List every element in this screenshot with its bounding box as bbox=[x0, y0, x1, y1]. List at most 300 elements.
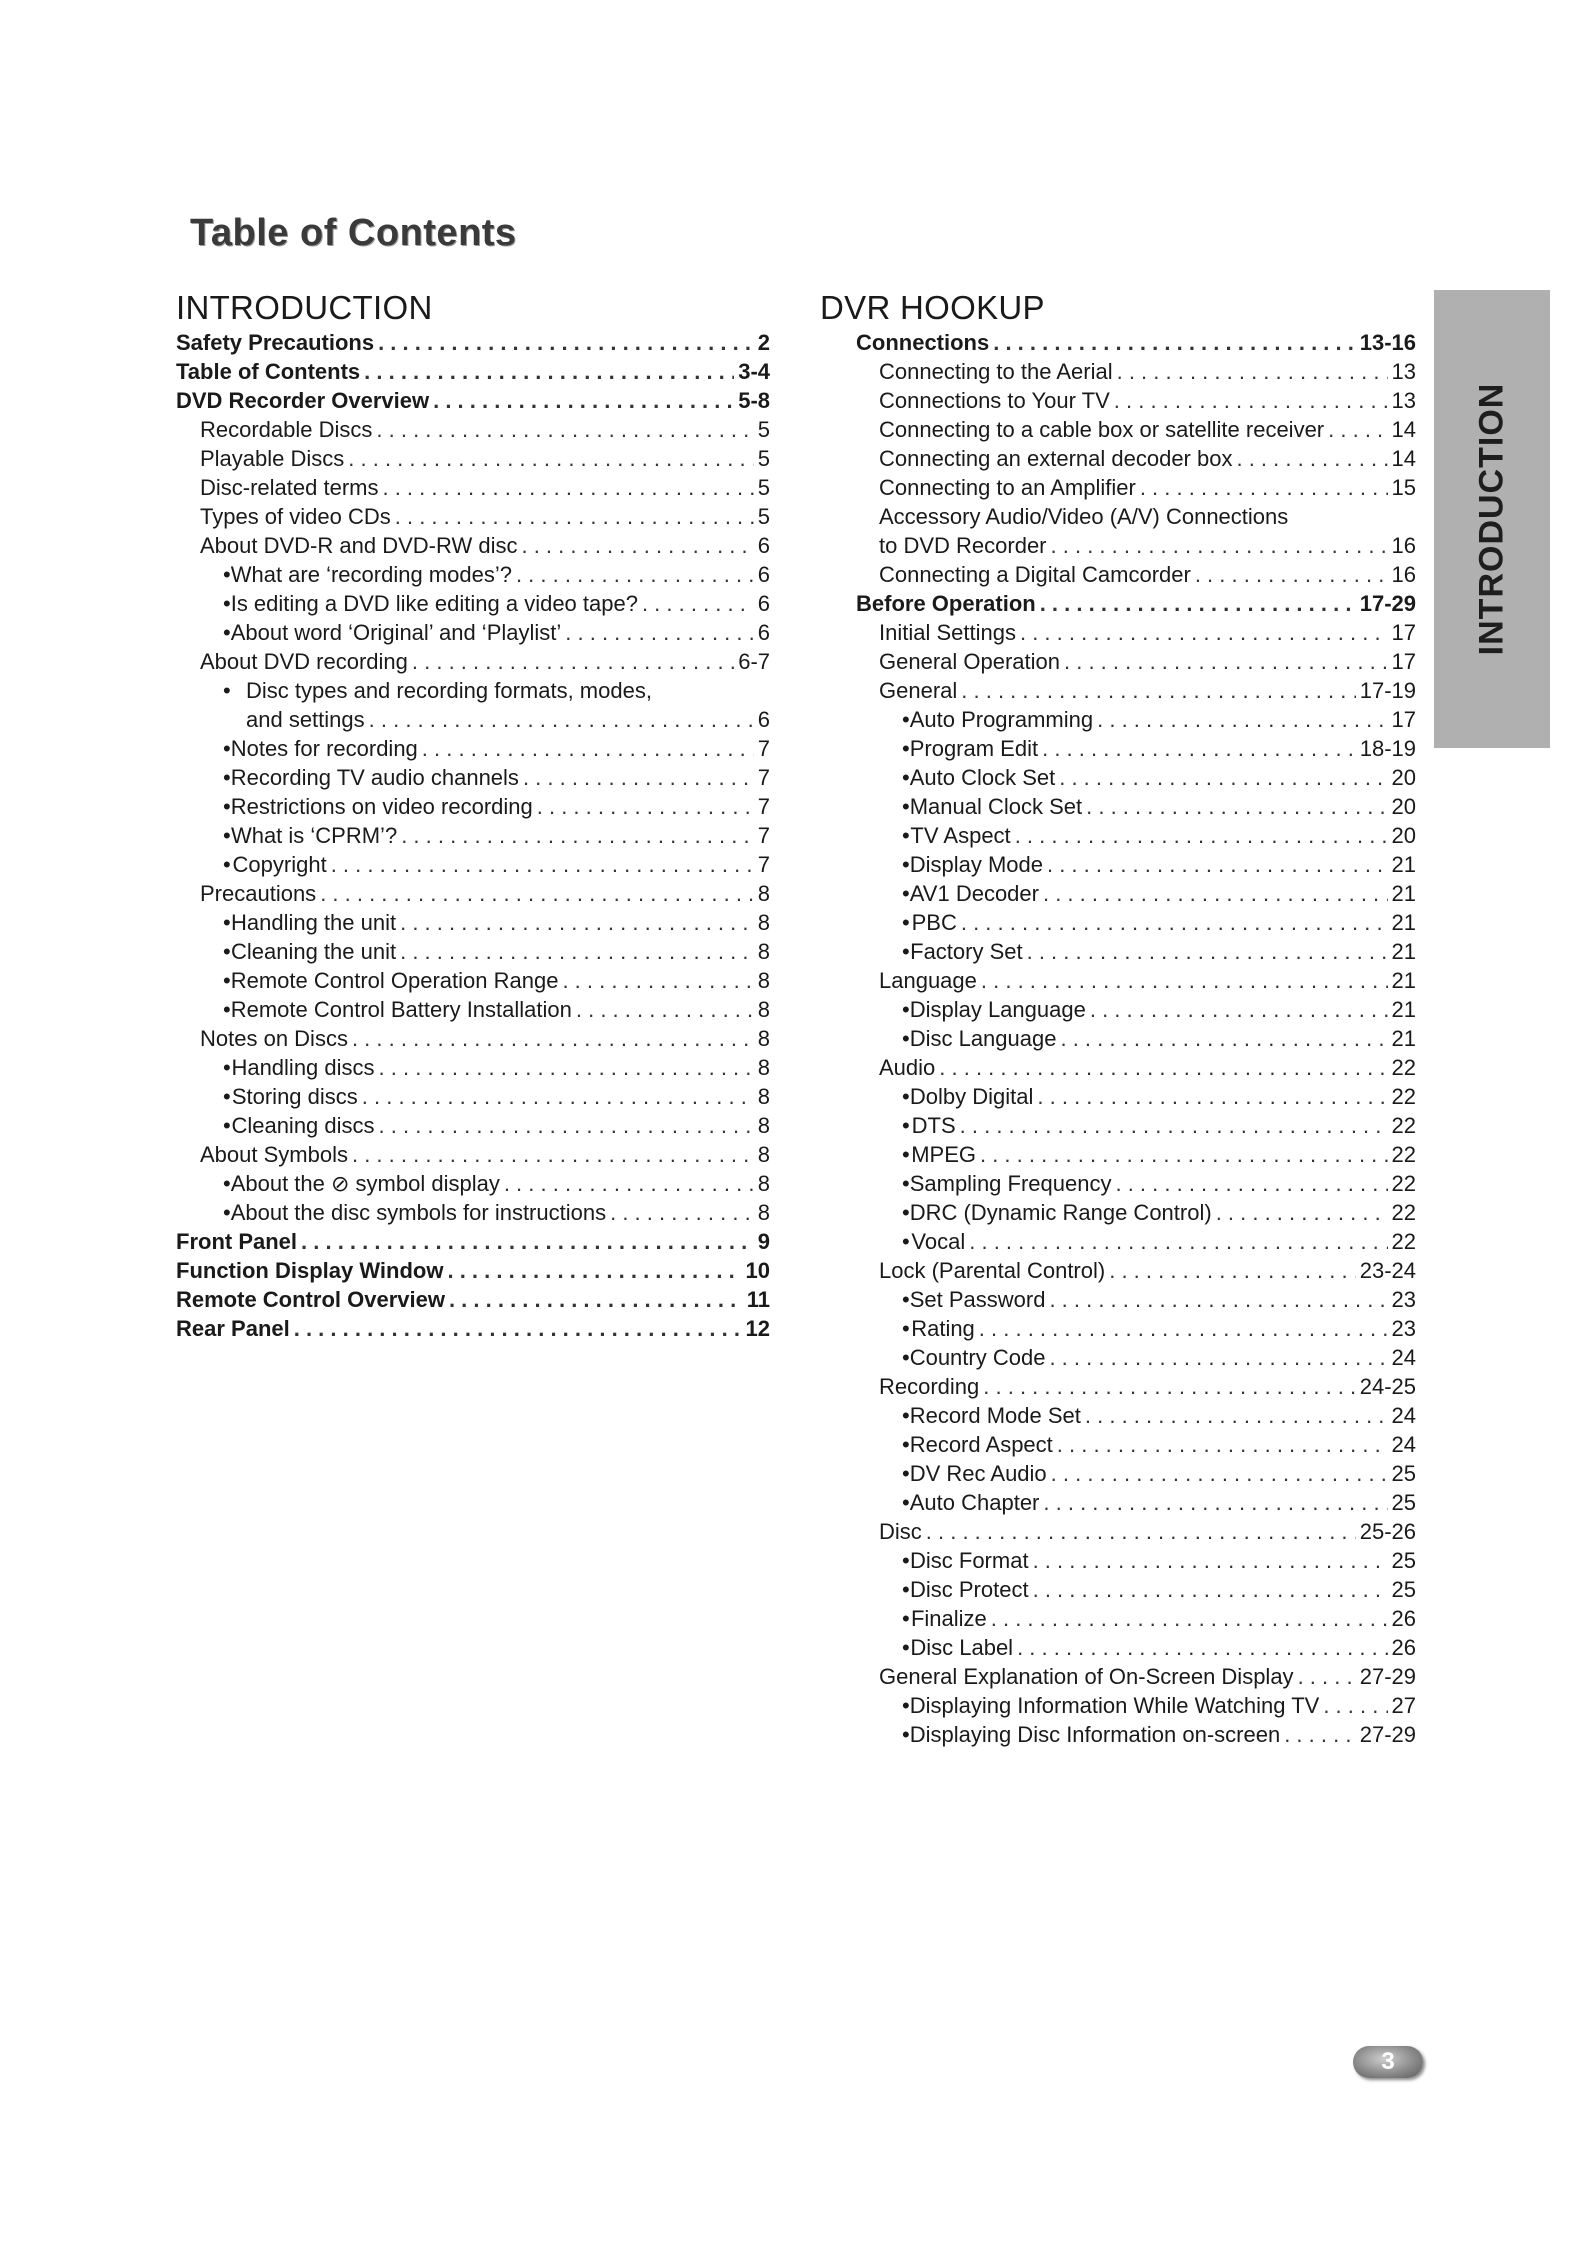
dot-leader bbox=[1051, 531, 1388, 560]
dot-leader bbox=[364, 357, 734, 386]
bullet-icon: • bbox=[223, 852, 231, 877]
bullet-icon: • bbox=[223, 591, 231, 616]
toc-entry-title: Display Language bbox=[909, 997, 1086, 1022]
dot-leader bbox=[1195, 560, 1388, 589]
toc-entry bbox=[820, 531, 1416, 560]
section-heading: INTRODUCTION bbox=[176, 289, 433, 326]
toc-entry bbox=[176, 1111, 770, 1140]
toc-entry-page: 5 bbox=[757, 446, 770, 471]
toc-entry bbox=[820, 1633, 1416, 1662]
toc-entry bbox=[176, 676, 770, 705]
section-heading: DVR HOOKUP bbox=[820, 289, 1045, 326]
toc-entry-title: Storing discs bbox=[231, 1084, 358, 1109]
toc-entry bbox=[176, 821, 770, 850]
toc-entry bbox=[176, 879, 770, 908]
toc-entry bbox=[820, 473, 1416, 502]
toc-entry bbox=[820, 1314, 1416, 1343]
toc-entry-page: 23 bbox=[1391, 1316, 1416, 1341]
dot-leader bbox=[961, 676, 1355, 705]
toc-entry-title: Is editing a DVD like editing a video tape? bbox=[230, 591, 638, 616]
toc-entry-page: 17 bbox=[1391, 649, 1416, 674]
toc-entry bbox=[176, 1169, 770, 1198]
page-number-badge: 3 bbox=[1353, 2046, 1423, 2078]
toc-entry bbox=[176, 357, 770, 386]
toc-entry bbox=[176, 734, 770, 763]
dot-leader bbox=[379, 1111, 754, 1140]
bullet-icon: • bbox=[902, 1171, 910, 1196]
bullet-icon: • bbox=[223, 968, 231, 993]
toc-entry-title: General Explanation of On-Screen Display bbox=[879, 1664, 1294, 1689]
toc-entry-title: Disc Format bbox=[910, 1548, 1029, 1573]
bullet-icon: • bbox=[902, 881, 910, 906]
toc-entry-title: Vocal bbox=[911, 1229, 966, 1254]
bullet-icon: • bbox=[902, 765, 910, 790]
toc-entry-title: Handling discs bbox=[231, 1055, 375, 1080]
toc-entry-page: 7 bbox=[757, 823, 770, 848]
bullet-icon: • bbox=[902, 1229, 910, 1254]
toc-entry-page: 2 bbox=[757, 330, 770, 355]
toc-entry bbox=[176, 937, 770, 966]
dot-leader bbox=[521, 531, 753, 560]
toc-entry bbox=[820, 502, 1416, 531]
bullet-icon: • bbox=[902, 794, 910, 819]
toc-entry bbox=[820, 879, 1416, 908]
toc-entry bbox=[820, 1227, 1416, 1256]
toc-entry-title: DV Rec Audio bbox=[909, 1461, 1047, 1486]
toc-entry bbox=[176, 589, 770, 618]
toc-entry-title: Disc Label bbox=[910, 1635, 1014, 1660]
bullet-icon: • bbox=[223, 620, 231, 645]
toc-entry-title: DVD Recorder Overview bbox=[176, 388, 430, 413]
toc-entry bbox=[176, 647, 770, 676]
toc-entry bbox=[820, 734, 1416, 763]
dot-leader bbox=[993, 328, 1355, 357]
dot-leader bbox=[562, 966, 753, 995]
toc-entry-title: Country Code bbox=[909, 1345, 1046, 1370]
toc-entry bbox=[176, 502, 770, 531]
toc-entry-page: 9 bbox=[757, 1229, 770, 1254]
toc-entry-page: 25 bbox=[1391, 1461, 1416, 1486]
toc-entry-page: 17 bbox=[1391, 707, 1416, 732]
dot-leader bbox=[1284, 1720, 1356, 1749]
toc-entry-title: General Operation bbox=[879, 649, 1060, 674]
dot-leader bbox=[1236, 444, 1387, 473]
toc-entry bbox=[820, 792, 1416, 821]
toc-entry bbox=[820, 589, 1416, 618]
dot-leader bbox=[1328, 415, 1387, 444]
toc-entry-title: About the disc symbols for instructions bbox=[230, 1200, 607, 1225]
section-side-tab bbox=[1434, 290, 1550, 748]
dot-leader bbox=[1298, 1662, 1356, 1691]
toc-column-dvr-hookup bbox=[820, 288, 1416, 1749]
toc-entry-title: About the ⊘ symbol display bbox=[230, 1171, 500, 1196]
toc-entry-title: Remote Control Operation Range bbox=[230, 968, 559, 993]
dot-leader bbox=[961, 908, 1388, 937]
toc-entry-page: 7 bbox=[757, 852, 770, 877]
toc-entry-title: Rear Panel bbox=[176, 1316, 290, 1341]
toc-entry bbox=[176, 763, 770, 792]
toc-entry-page: 16 bbox=[1391, 562, 1416, 587]
toc-entry-title: Display Mode bbox=[909, 852, 1043, 877]
toc-entry-page: 21 bbox=[1391, 939, 1416, 964]
toc-entry bbox=[820, 1198, 1416, 1227]
toc-entry-page: 8 bbox=[757, 1026, 770, 1051]
dot-leader bbox=[983, 1372, 1355, 1401]
dot-leader bbox=[1109, 1256, 1356, 1285]
toc-entry-page: 6 bbox=[757, 707, 770, 732]
toc-entry-page: 14 bbox=[1391, 446, 1416, 471]
toc-entry bbox=[176, 1198, 770, 1227]
toc-entry bbox=[820, 908, 1416, 937]
bullet-icon: • bbox=[223, 765, 231, 790]
toc-entry-title: TV Aspect bbox=[910, 823, 1011, 848]
toc-entry-page: 21 bbox=[1391, 1026, 1416, 1051]
toc-entry bbox=[820, 1111, 1416, 1140]
toc-entry-title: Cleaning the unit bbox=[230, 939, 397, 964]
toc-entry bbox=[176, 444, 770, 473]
dot-leader bbox=[1323, 1691, 1387, 1720]
dot-leader bbox=[1047, 850, 1388, 879]
toc-entry-title: Connections to Your TV bbox=[879, 388, 1110, 413]
dot-leader bbox=[1033, 1575, 1388, 1604]
toc-entry bbox=[820, 357, 1416, 386]
page-title: Table of Contents bbox=[190, 212, 517, 254]
toc-entry-page: 8 bbox=[757, 997, 770, 1022]
toc-entry bbox=[176, 1024, 770, 1053]
toc-entry bbox=[176, 415, 770, 444]
toc-entry-page: 14 bbox=[1391, 417, 1416, 442]
bullet-icon: • bbox=[902, 1635, 910, 1660]
toc-entry-page: 25-26 bbox=[1359, 1519, 1416, 1544]
dot-leader bbox=[1086, 792, 1387, 821]
toc-entry bbox=[820, 647, 1416, 676]
toc-entry-title: Lock (Parental Control) bbox=[879, 1258, 1106, 1283]
toc-entry-title: Accessory Audio/Video (A/V) Connections bbox=[879, 504, 1289, 529]
bullet-icon: • bbox=[223, 1084, 231, 1109]
toc-entry-page: 22 bbox=[1391, 1084, 1416, 1109]
toc-entry-title: and settings bbox=[246, 707, 365, 732]
toc-entry bbox=[820, 1691, 1416, 1720]
toc-entry-page: 21 bbox=[1391, 968, 1416, 993]
toc-entry-page: 22 bbox=[1391, 1171, 1416, 1196]
toc-entry-title: Dolby Digital bbox=[909, 1084, 1034, 1109]
toc-entry-page: 12 bbox=[745, 1316, 770, 1341]
toc-entry bbox=[820, 1024, 1416, 1053]
dot-leader bbox=[1033, 1546, 1388, 1575]
toc-entry bbox=[176, 966, 770, 995]
toc-entry-page: 6 bbox=[757, 620, 770, 645]
bullet-icon: • bbox=[902, 1548, 910, 1573]
toc-entry-title: What is ‘CPRM’? bbox=[230, 823, 398, 848]
toc-entry-page: 25 bbox=[1391, 1548, 1416, 1573]
toc-entry bbox=[820, 1140, 1416, 1169]
bullet-icon: • bbox=[223, 939, 231, 964]
toc-entry bbox=[176, 1082, 770, 1111]
toc-entry-page: 18-19 bbox=[1359, 736, 1416, 761]
dot-leader bbox=[1216, 1198, 1388, 1227]
toc-entry-page: 20 bbox=[1391, 765, 1416, 790]
dot-leader bbox=[1042, 734, 1356, 763]
toc-entry-title: Record Mode Set bbox=[909, 1403, 1081, 1428]
toc-entry-title: Disc Language bbox=[909, 1026, 1057, 1051]
toc-entry-page: 7 bbox=[757, 765, 770, 790]
toc-entry bbox=[176, 1227, 770, 1256]
toc-entry-page: 6 bbox=[757, 533, 770, 558]
toc-entry-title: Language bbox=[879, 968, 977, 993]
dot-leader bbox=[516, 560, 754, 589]
toc-entry-title: Record Aspect bbox=[909, 1432, 1053, 1457]
toc-entry bbox=[176, 850, 770, 879]
toc-entry-page: 21 bbox=[1391, 910, 1416, 935]
toc-entry-title: Safety Precautions bbox=[176, 330, 375, 355]
toc-entry bbox=[176, 1314, 770, 1343]
bullet-icon: • bbox=[902, 1142, 910, 1167]
dot-leader bbox=[1049, 1343, 1387, 1372]
dot-leader bbox=[352, 1140, 754, 1169]
toc-entry bbox=[176, 618, 770, 647]
toc-entry-page: 23-24 bbox=[1359, 1258, 1416, 1283]
toc-entry bbox=[176, 995, 770, 1024]
toc-entry bbox=[820, 1401, 1416, 1430]
toc-entry-page: 8 bbox=[757, 968, 770, 993]
dot-leader bbox=[1114, 386, 1388, 415]
dot-leader bbox=[1117, 357, 1388, 386]
toc-entry bbox=[820, 415, 1416, 444]
toc-entry-page: 8 bbox=[757, 1142, 770, 1167]
bullet-icon: • bbox=[223, 736, 231, 761]
bullet-icon: • bbox=[902, 823, 910, 848]
toc-entry-title: MPEG bbox=[911, 1142, 976, 1167]
toc-entry-title: Displaying Disc Information on-screen bbox=[909, 1722, 1281, 1747]
dot-leader bbox=[979, 1314, 1388, 1343]
dot-leader bbox=[1064, 647, 1388, 676]
toc-entry-page: 22 bbox=[1391, 1113, 1416, 1138]
dot-leader bbox=[382, 473, 753, 502]
toc-entry bbox=[820, 995, 1416, 1024]
toc-entry bbox=[176, 560, 770, 589]
bullet-icon: • bbox=[223, 562, 231, 587]
toc-entry-title: Restrictions on video recording bbox=[230, 794, 533, 819]
bullet-icon: • bbox=[902, 1026, 910, 1051]
toc-entry-title: Disc Protect bbox=[910, 1577, 1029, 1602]
toc-entry bbox=[176, 531, 770, 560]
toc-entry-page: 8 bbox=[757, 939, 770, 964]
toc-entry-page: 6 bbox=[757, 562, 770, 587]
toc-entry-title: Displaying Information While Watching TV bbox=[909, 1693, 1320, 1718]
dot-leader bbox=[610, 1198, 754, 1227]
toc-entry bbox=[176, 1053, 770, 1082]
toc-entry-title: Remote Control Battery Installation bbox=[230, 997, 572, 1022]
toc-entry-title: Disc types and recording formats, modes, bbox=[246, 678, 652, 703]
toc-entry-page: 13 bbox=[1391, 388, 1416, 413]
toc-entry-page: 5 bbox=[757, 475, 770, 500]
dot-leader bbox=[376, 415, 753, 444]
bullet-icon: • bbox=[223, 1113, 231, 1138]
toc-entry bbox=[820, 937, 1416, 966]
bullet-icon: • bbox=[902, 1316, 910, 1341]
dot-leader bbox=[412, 647, 734, 676]
toc-entry-title: Remote Control Overview bbox=[176, 1287, 445, 1312]
toc-entry-page: 17-19 bbox=[1359, 678, 1416, 703]
toc-entry-title: General bbox=[879, 678, 958, 703]
dot-leader bbox=[1059, 763, 1387, 792]
dot-leader bbox=[401, 821, 754, 850]
toc-entry bbox=[820, 850, 1416, 879]
toc-entry-title: Notes for recording bbox=[230, 736, 418, 761]
dot-leader bbox=[379, 1053, 754, 1082]
dot-leader bbox=[1097, 705, 1387, 734]
toc-entry-title: Disc-related terms bbox=[200, 475, 379, 500]
toc-entry-title: Types of video CDs bbox=[200, 504, 391, 529]
toc-entry bbox=[820, 1488, 1416, 1517]
toc-entry-title: Table of Contents bbox=[176, 359, 361, 384]
toc-entry-page: 13-16 bbox=[1359, 330, 1416, 355]
bullet-icon: • bbox=[902, 1113, 910, 1138]
toc-entry-title: Sampling Frequency bbox=[909, 1171, 1112, 1196]
toc-entry-page: 24 bbox=[1391, 1345, 1416, 1370]
bullet-icon: • bbox=[223, 678, 231, 703]
toc-entry-page: 22 bbox=[1391, 1229, 1416, 1254]
toc-entry-page: 3-4 bbox=[738, 359, 770, 384]
toc-entry-title: Recording bbox=[879, 1374, 980, 1399]
bullet-icon: • bbox=[223, 1200, 231, 1225]
dot-leader bbox=[523, 763, 754, 792]
toc-entry-title: Cleaning discs bbox=[231, 1113, 375, 1138]
toc-entry-title: Factory Set bbox=[910, 939, 1023, 964]
toc-entry-page: 27-29 bbox=[1359, 1722, 1416, 1747]
dot-leader bbox=[294, 1314, 742, 1343]
toc-entry-title: What are ‘recording modes’? bbox=[230, 562, 512, 587]
toc-entry-title: Initial Settings bbox=[879, 620, 1016, 645]
dot-leader bbox=[1043, 1488, 1387, 1517]
dot-leader bbox=[1049, 1285, 1387, 1314]
toc-entry-page: 23 bbox=[1391, 1287, 1416, 1312]
bullet-icon: • bbox=[902, 939, 910, 964]
dot-leader bbox=[362, 1082, 754, 1111]
toc-entry-title: About Symbols bbox=[200, 1142, 348, 1167]
toc-entry-page: 8 bbox=[757, 910, 770, 935]
dot-leader bbox=[1015, 821, 1388, 850]
toc-entry bbox=[820, 1720, 1416, 1749]
toc-entry-title: PBC bbox=[911, 910, 957, 935]
toc-entry-title: Recording TV audio channels bbox=[230, 765, 519, 790]
toc-entry bbox=[176, 1140, 770, 1169]
bullet-icon: • bbox=[902, 852, 910, 877]
toc-entry bbox=[820, 1459, 1416, 1488]
dot-leader bbox=[1040, 589, 1356, 618]
toc-entry bbox=[820, 676, 1416, 705]
toc-entry-page: 22 bbox=[1391, 1200, 1416, 1225]
toc-entry-list bbox=[820, 328, 1416, 1749]
toc-entry-page: 7 bbox=[757, 736, 770, 761]
bullet-icon: • bbox=[902, 1432, 910, 1457]
toc-entry-title: DRC (Dynamic Range Control) bbox=[909, 1200, 1212, 1225]
dot-leader bbox=[1027, 937, 1388, 966]
bullet-icon: • bbox=[902, 736, 910, 761]
toc-entry-title: Connecting to an Amplifier bbox=[879, 475, 1136, 500]
toc-entry bbox=[176, 328, 770, 357]
dot-leader bbox=[960, 1111, 1388, 1140]
bullet-icon: • bbox=[902, 997, 910, 1022]
toc-entry-title: Precautions bbox=[200, 881, 317, 906]
toc-entry bbox=[820, 1285, 1416, 1314]
bullet-icon: • bbox=[223, 1055, 231, 1080]
toc-entry-page: 26 bbox=[1391, 1606, 1416, 1631]
bullet-icon: • bbox=[902, 1084, 910, 1109]
toc-entry-title: About DVD recording bbox=[200, 649, 408, 674]
toc-entry bbox=[176, 705, 770, 734]
dot-leader bbox=[642, 589, 754, 618]
bullet-icon: • bbox=[223, 910, 231, 935]
dot-leader bbox=[301, 1227, 754, 1256]
toc-entry-title: Handling the unit bbox=[230, 910, 397, 935]
dot-leader bbox=[400, 937, 754, 966]
bullet-icon: • bbox=[902, 1722, 910, 1747]
dot-leader bbox=[1043, 879, 1388, 908]
toc-entry bbox=[820, 328, 1416, 357]
dot-leader bbox=[320, 879, 754, 908]
toc-entry bbox=[176, 473, 770, 502]
toc-entry-title: DTS bbox=[911, 1113, 956, 1138]
dot-leader bbox=[576, 995, 754, 1024]
dot-leader bbox=[1115, 1169, 1387, 1198]
toc-entry-page: 21 bbox=[1391, 997, 1416, 1022]
toc-entry bbox=[820, 560, 1416, 589]
dot-leader bbox=[395, 502, 754, 531]
toc-entry-page: 8 bbox=[757, 1084, 770, 1109]
bullet-icon: • bbox=[902, 1577, 910, 1602]
toc-entry bbox=[820, 1082, 1416, 1111]
toc-entry-page: 26 bbox=[1391, 1635, 1416, 1660]
dot-leader bbox=[400, 908, 754, 937]
toc-entry-page: 11 bbox=[746, 1287, 770, 1312]
dot-leader bbox=[565, 618, 753, 647]
toc-entry-title: Copyright bbox=[232, 852, 327, 877]
bullet-icon: • bbox=[902, 910, 910, 935]
toc-entry-page: 6-7 bbox=[738, 649, 770, 674]
dot-leader bbox=[433, 386, 734, 415]
toc-entry-page: 24 bbox=[1391, 1432, 1416, 1457]
toc-entry-title: Finalize bbox=[910, 1606, 987, 1631]
dot-leader bbox=[980, 1140, 1388, 1169]
toc-entry-page: 10 bbox=[745, 1258, 770, 1283]
bullet-icon: • bbox=[223, 997, 231, 1022]
toc-entry-page: 22 bbox=[1391, 1055, 1416, 1080]
dot-leader bbox=[378, 328, 754, 357]
dot-leader bbox=[939, 1053, 1387, 1082]
toc-entry-page: 24-25 bbox=[1359, 1374, 1416, 1399]
toc-entry-page: 8 bbox=[757, 1171, 770, 1196]
dot-leader bbox=[1090, 995, 1388, 1024]
toc-entry bbox=[176, 792, 770, 821]
toc-entry-title: Front Panel bbox=[176, 1229, 298, 1254]
toc-entry-title: to DVD Recorder bbox=[879, 533, 1047, 558]
bullet-icon: • bbox=[902, 1461, 910, 1486]
dot-leader bbox=[1020, 618, 1388, 647]
toc-entry bbox=[820, 444, 1416, 473]
toc-entry-title: Rating bbox=[911, 1316, 975, 1341]
toc-entry-title: Connecting to a cable box or satellite receiver bbox=[879, 417, 1325, 442]
toc-entry-title: Auto Clock Set bbox=[909, 765, 1056, 790]
toc-entry-title: Audio bbox=[879, 1055, 936, 1080]
bullet-icon: • bbox=[902, 1693, 910, 1718]
toc-entry-page: 25 bbox=[1391, 1490, 1416, 1515]
toc-entry bbox=[820, 618, 1416, 647]
dot-leader bbox=[504, 1169, 754, 1198]
toc-entry bbox=[820, 1575, 1416, 1604]
toc-entry-page: 7 bbox=[757, 794, 770, 819]
toc-entry-title: Connecting to the Aerial bbox=[879, 359, 1113, 384]
